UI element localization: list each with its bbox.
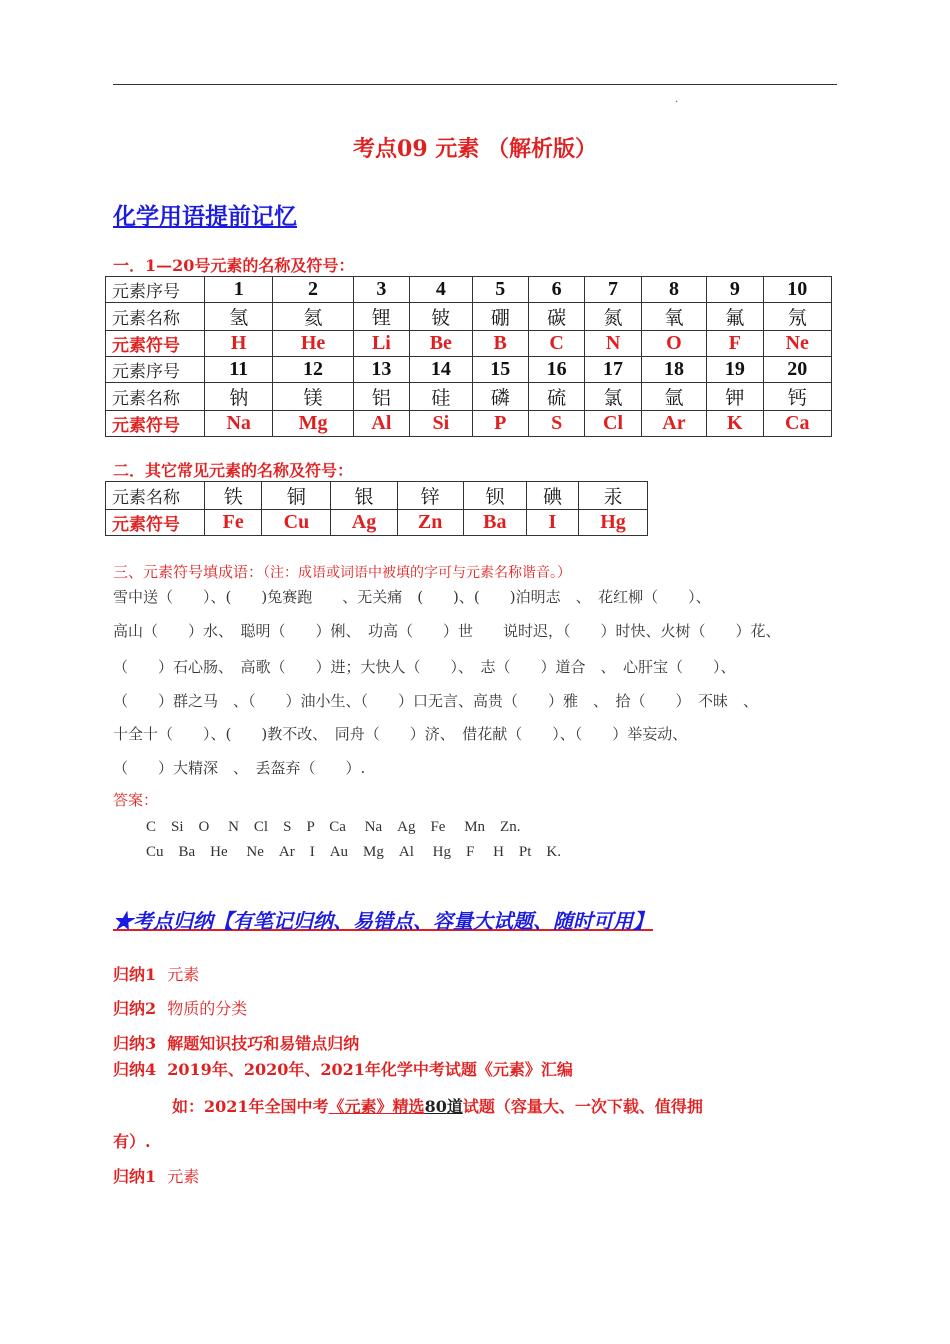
table-cell: 硼 — [472, 303, 528, 331]
table-cell: 19 — [707, 357, 763, 383]
element-table-common — [105, 481, 648, 536]
idiom-note: （注：成语或词语中被填的字可与元素名称谐音。） — [263, 565, 572, 581]
table-cell: 14 — [410, 357, 472, 383]
idiom-line: 十全十（ ）、( )教不改、 同舟（ ）济、 借花献（ ）、（ ）举妄动、 — [113, 725, 688, 743]
summary-item-3 — [113, 1031, 359, 1054]
table-cell: 12 — [273, 357, 353, 383]
table-cell: 6 — [528, 277, 584, 303]
table-row — [106, 411, 832, 437]
idiom-line: （ ）群之马 、（ ）油小生、（ ）口无言、高贵（ ）雅 、 拾（ ） 不昧 、 — [113, 692, 759, 710]
table-cell: 氯 — [585, 383, 641, 411]
table-cell: 氖 — [763, 303, 831, 331]
table-cell: Mg — [273, 411, 353, 437]
table-cell: 2 — [273, 277, 353, 303]
summary-text: 2019年、2020年、2021年化学中考试题《元素》汇编 — [167, 1060, 573, 1079]
row-label: 元素名称 — [106, 383, 205, 411]
table-cell: I — [526, 510, 578, 536]
summary-item-4 — [113, 1057, 573, 1080]
table-cell: B — [472, 331, 528, 357]
table-cell: Zn — [397, 510, 463, 536]
header-mark: . — [675, 94, 679, 105]
table-cell: 氮 — [585, 303, 641, 331]
table-cell: 碳 — [528, 303, 584, 331]
table-cell: 16 — [528, 357, 584, 383]
page-title: 考点09 元素 （解析版） — [353, 136, 597, 162]
row-label: 元素序号 — [106, 357, 205, 383]
table-cell: 17 — [585, 357, 641, 383]
table-cell: H — [205, 331, 273, 357]
table-cell: 钡 — [463, 482, 526, 510]
table-cell: 锂 — [353, 303, 409, 331]
table-cell: S — [528, 411, 584, 437]
table-cell: 铍 — [410, 303, 472, 331]
table-row — [106, 303, 832, 331]
section-heading: 化学用语提前记忆 — [113, 203, 297, 230]
table-cell: C — [528, 331, 584, 357]
table-cell: 镁 — [273, 383, 353, 411]
summary-text: 元素 — [167, 965, 200, 984]
table-cell: 20 — [763, 357, 831, 383]
table-cell: 8 — [641, 277, 706, 303]
last-heading: 归纳1 元素 — [113, 1167, 200, 1186]
table-cell: 4 — [410, 277, 472, 303]
table-cell: 5 — [472, 277, 528, 303]
table-cell: 15 — [472, 357, 528, 383]
idiom-heading-block — [113, 561, 571, 582]
summary-prefix: 归纳1 — [113, 965, 157, 984]
summary-text: 物质的分类 — [167, 999, 248, 1018]
table-cell: 锌 — [397, 482, 463, 510]
table-cell: Ar — [641, 411, 706, 437]
table-cell: 13 — [353, 357, 409, 383]
table-cell: 磷 — [472, 383, 528, 411]
table-cell: 硫 — [528, 383, 584, 411]
answer-line: Cu Ba He Ne Ar I Au Mg Al Hg F H Pt K. — [146, 844, 561, 860]
table-row — [106, 510, 648, 536]
table-cell: O — [641, 331, 706, 357]
table-cell: Ag — [331, 510, 397, 536]
row-label: 元素符号 — [106, 411, 205, 437]
table-cell: 铝 — [353, 383, 409, 411]
table-cell: N — [585, 331, 641, 357]
table-cell: Cu — [262, 510, 331, 536]
table-row — [106, 277, 832, 303]
table-cell: 硅 — [410, 383, 472, 411]
summary-prefix: 归纳3 — [113, 1034, 157, 1053]
summary-heading: ★考点归纳【有笔记归纳、易错点、容量大试题、随时可用】 — [113, 909, 653, 933]
table-cell: 18 — [641, 357, 706, 383]
table-cell: Al — [353, 411, 409, 437]
row-label: 元素符号 — [106, 510, 205, 536]
table-cell: P — [472, 411, 528, 437]
table-cell: He — [273, 331, 353, 357]
table-cell: 铁 — [205, 482, 262, 510]
table-row — [106, 331, 832, 357]
table-cell: Hg — [578, 510, 647, 536]
summary-prefix: 归纳4 — [113, 1060, 157, 1079]
table-cell: 1 — [205, 277, 273, 303]
header-rule — [113, 84, 837, 85]
row-label: 元素序号 — [106, 277, 205, 303]
table-cell: 11 — [205, 357, 273, 383]
table-cell: 碘 — [526, 482, 578, 510]
idiom-line: （ ）大精深 、 丢盔弃（ ）. — [113, 759, 366, 777]
promo-line: 如：2021年全国中考《元素》精选80道试题（容量大、一次下载、值得拥 — [172, 1097, 703, 1116]
table-cell: Be — [410, 331, 472, 357]
table-cell: Cl — [585, 411, 641, 437]
summary-prefix: 归纳2 — [113, 999, 157, 1018]
summary-text: 解题知识技巧和易错点归纳 — [167, 1034, 360, 1053]
table-row — [106, 383, 832, 411]
table-cell: Ne — [763, 331, 831, 357]
summary-item-1 — [113, 962, 199, 985]
table1-heading: 一．1—20号元素的名称及符号： — [113, 256, 355, 275]
table-cell: Ca — [763, 411, 831, 437]
idiom-line: （ ）石心肠、 高歌（ ）进；大快人（ ）、 志（ ）道合 、 心肝宝（ ）、 — [113, 658, 736, 676]
idiom-line: 雪中送（ ）、( )兔赛跑 、无关痛 ( )、( )泊明志 、 花红柳（ ）、 — [113, 588, 711, 606]
table-row — [106, 482, 648, 510]
summary-item-2 — [113, 996, 247, 1019]
table-cell: Li — [353, 331, 409, 357]
table-cell: 氩 — [641, 383, 706, 411]
table-cell: 氧 — [641, 303, 706, 331]
table-cell: 钠 — [205, 383, 273, 411]
table2-heading: 二．其它常见元素的名称及符号： — [113, 461, 354, 480]
table-cell: Fe — [205, 510, 262, 536]
row-label: 元素符号 — [106, 331, 205, 357]
table-row — [106, 357, 832, 383]
table-cell: 氦 — [273, 303, 353, 331]
table-cell: Ba — [463, 510, 526, 536]
table-cell: K — [707, 411, 763, 437]
table-cell: 氢 — [205, 303, 273, 331]
table-cell: 10 — [763, 277, 831, 303]
table-cell: 铜 — [262, 482, 331, 510]
idiom-line: 高山（ ）水、 聪明（ ）俐、 功高（ ）世 说时迟，（ ）时快、火树（ ）花、 — [113, 622, 781, 640]
row-label: 元素名称 — [106, 482, 205, 510]
table-cell: 氟 — [707, 303, 763, 331]
table-cell: Na — [205, 411, 273, 437]
table-cell: Si — [410, 411, 472, 437]
element-table-1-20 — [105, 276, 832, 437]
answer-line: C Si O N Cl S P Ca Na Ag Fe Mn Zn. — [146, 819, 521, 835]
promo-line-2: 有）. — [113, 1132, 151, 1151]
table-cell: 银 — [331, 482, 397, 510]
row-label: 元素名称 — [106, 303, 205, 331]
idiom-heading: 三、元素符号填成语： — [113, 563, 264, 581]
table-cell: F — [707, 331, 763, 357]
table-cell: 钾 — [707, 383, 763, 411]
table-cell: 3 — [353, 277, 409, 303]
answer-label: 答案： — [113, 791, 159, 809]
table-cell: 7 — [585, 277, 641, 303]
table-cell: 汞 — [578, 482, 647, 510]
table-cell: 钙 — [763, 383, 831, 411]
table-cell: 9 — [707, 277, 763, 303]
